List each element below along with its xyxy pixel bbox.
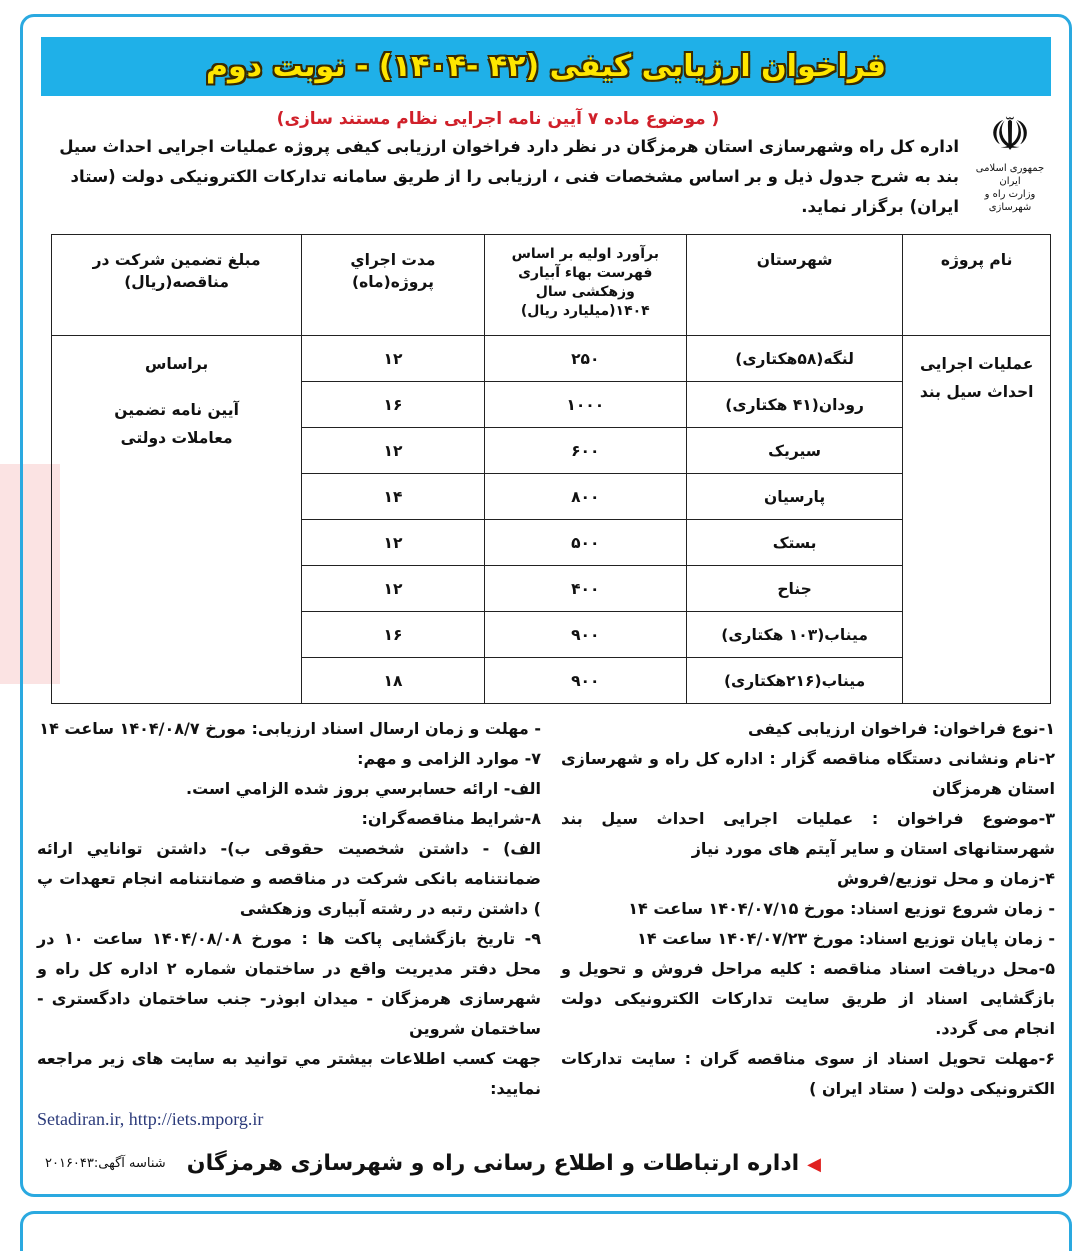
- condition-item: الف) - داشتن شخصیت حقوقی ب)- داشتن توانايي ارائه ضمانتنامه بانکی شرکت در مناقصه و ضمانتنامه انجام تعهدات پ ) داشتن رتبه در رشته آبیاری وزهکشی: [37, 839, 541, 918]
- website-links[interactable]: Setadiran.ir, http://iets.mporg.ir: [37, 1109, 264, 1129]
- ad-frame: [20, 14, 1072, 1197]
- conditions-left-column: [37, 714, 541, 1135]
- duration-cell: ۱۶: [302, 612, 484, 658]
- emblem-caption-2: وزارت راه و شهرسازی: [984, 189, 1036, 213]
- city-cell: جناح: [686, 566, 902, 612]
- condition-item: - زمان شروع توزیع اسناد: مورخ ۱۴۰۴/۰۷/۱۵ ساعت ۱۴: [628, 899, 1055, 918]
- estimate-cell: ۵۰۰: [484, 520, 686, 566]
- next-ad-frame: [20, 1211, 1072, 1251]
- ad-title: فراخوان ارزیابی کیفی (۴۲ -۱۴۰۴) - نوبت دوم: [206, 49, 886, 84]
- estimate-cell: ۹۰۰: [484, 612, 686, 658]
- header-text: [37, 106, 965, 222]
- links-line: [37, 1104, 541, 1135]
- estimate-cell: ۸۰۰: [484, 474, 686, 520]
- estimate-cell: ۶۰۰: [484, 428, 686, 474]
- duration-cell: ۱۲: [302, 566, 484, 612]
- condition-item: ۸-شرایط مناقصه‌گران:: [361, 809, 541, 828]
- condition-item: ۹- تاریخ بازگشایی پاکت ها : مورخ ۱۴۰۴/۰۸/۰۸ ساعت ۱۰ در محل دفتر مدیریت واقع در ساختمان شماره ۲ اداره کل راه و شهرسازی هرمزگان - میدان ابوذر- جنب ساختمان دادگستری - ساختمان شروین: [37, 929, 541, 1038]
- ad-id: شناسه آگهی:۲۰۱۶۰۴۳: [45, 1156, 166, 1171]
- table-header-row: [52, 235, 1051, 336]
- header-guarantee: مبلغ تضمین شرکت در مناقصه(ریال): [52, 235, 302, 336]
- condition-item: ۵-محل دریافت اسناد مناقصه : کلیه مراحل فروش و تحویل و بازگشایی اسناد از طریق سایت تدارکات الکترونیکی دولت انجام می گردد.: [560, 959, 1055, 1038]
- conditions: [37, 714, 1055, 1135]
- condition-item: - مهلت و زمان ارسال اسناد ارزیابی: مورخ ۱۴۰۴/۰۸/۷ ساعت ۱۴: [39, 719, 541, 738]
- intro-paragraph: اداره کل راه وشهرسازی استان هرمزگان در نظر دارد فراخوان ارزیابی کیفی پروژه عملیات اجرایی احداث سیل بند به شرح جدول ذیل و بر اساس مشخصات فنی ، ارزیابی را از طریق سامانه تدارکات الکترونیکی دولت (ستاد ایران) برگزار نماید.: [59, 137, 959, 216]
- conditions-right-column: [561, 714, 1055, 1135]
- header-city: شهرستان: [686, 235, 902, 336]
- condition-item: ۷- موارد الزامی و مهم:: [357, 749, 541, 768]
- estimate-cell: ۹۰۰: [484, 658, 686, 704]
- city-cell: میناب(۱۰۳ هکتاری): [686, 612, 902, 658]
- table-row: [52, 336, 1051, 382]
- title-bar: [41, 37, 1051, 96]
- guarantee-cell: [52, 336, 302, 704]
- guarantee-line-2: آیین نامه تضمین معاملات دولتی: [114, 401, 239, 447]
- condition-item: ۱-نوع فراخوان: فراخوان ارزیابی کیفی: [748, 719, 1055, 738]
- condition-item: الف- ارائه حسابرسي بروز شده الزامي است.: [185, 779, 541, 798]
- ministry-emblem: [965, 106, 1055, 214]
- ad-header: [37, 106, 1055, 222]
- city-cell: میناب(۲۱۶هکتاری): [686, 658, 902, 704]
- header-project-name: نام پروژه: [903, 235, 1051, 336]
- condition-item: ۴-زمان و محل توزیع/فروش: [836, 869, 1055, 888]
- duration-cell: ۱۲: [302, 520, 484, 566]
- duration-cell: ۱۲: [302, 336, 484, 382]
- condition-item: ۲-نام ونشانی دستگاه مناقصه گزار : اداره کل راه و شهرسازی استان هرمزگان: [560, 749, 1055, 798]
- condition-item: جهت کسب اطلاعات بیشتر مي توانید به سایت های زیر مراجعه نمایید:: [37, 1049, 541, 1098]
- guarantee-line-1: براساس: [144, 355, 209, 373]
- city-cell: سیریک: [686, 428, 902, 474]
- footer-org: [187, 1151, 821, 1176]
- iran-emblem-icon: ☫: [989, 107, 1031, 161]
- city-cell: لنگه(۵۸هکتاری): [686, 336, 902, 382]
- footer: [37, 1151, 1055, 1180]
- city-cell: رودان(۴۱ هکتاری): [686, 382, 902, 428]
- estimate-cell: ۲۵۰: [484, 336, 686, 382]
- emblem-caption-1: جمهوری اسلامی ایران: [975, 163, 1045, 187]
- city-cell: بستک: [686, 520, 902, 566]
- duration-cell: ۱۶: [302, 382, 484, 428]
- footer-org-name: اداره ارتباطات و اطلاع رسانی راه و شهرسازی هرمزگان: [186, 1151, 800, 1176]
- estimate-cell: ۱۰۰۰: [484, 382, 686, 428]
- projects-table: [51, 234, 1051, 704]
- estimate-cell: ۴۰۰: [484, 566, 686, 612]
- triangle-icon: ◀: [807, 1154, 821, 1175]
- city-cell: پارسیان: [686, 474, 902, 520]
- duration-cell: ۱۸: [302, 658, 484, 704]
- condition-item: - زمان پایان توزیع اسناد: مورخ ۱۴۰۴/۰۷/۲۳ ساعت ۱۴: [637, 929, 1055, 948]
- condition-item: ۶-مهلت تحویل اسناد از سوی مناقصه گران : سایت تدارکات الکترونیکی دولت ( ستاد ایران ): [560, 1049, 1055, 1098]
- header-duration: مدت اجراي پروژه(ماه): [302, 235, 484, 336]
- condition-item: ۳-موضوع فراخوان : عملیات اجرایی احداث سیل بند شهرستانهای استان و سایر آیتم های مورد نیاز: [560, 809, 1055, 858]
- duration-cell: ۱۴: [302, 474, 484, 520]
- project-name-cell: عملیات اجرایی احداث سیل بند: [903, 336, 1051, 704]
- subtitle: ( موضوع ماده ۷ آیین نامه اجرایی نظام مستند سازی): [276, 109, 720, 129]
- header-estimate: برآورد اولیه بر اساس فهرست بهاء آبیاری وزهکشی سال ۱۴۰۴(میلیارد ریال): [484, 235, 686, 336]
- duration-cell: ۱۲: [302, 428, 484, 474]
